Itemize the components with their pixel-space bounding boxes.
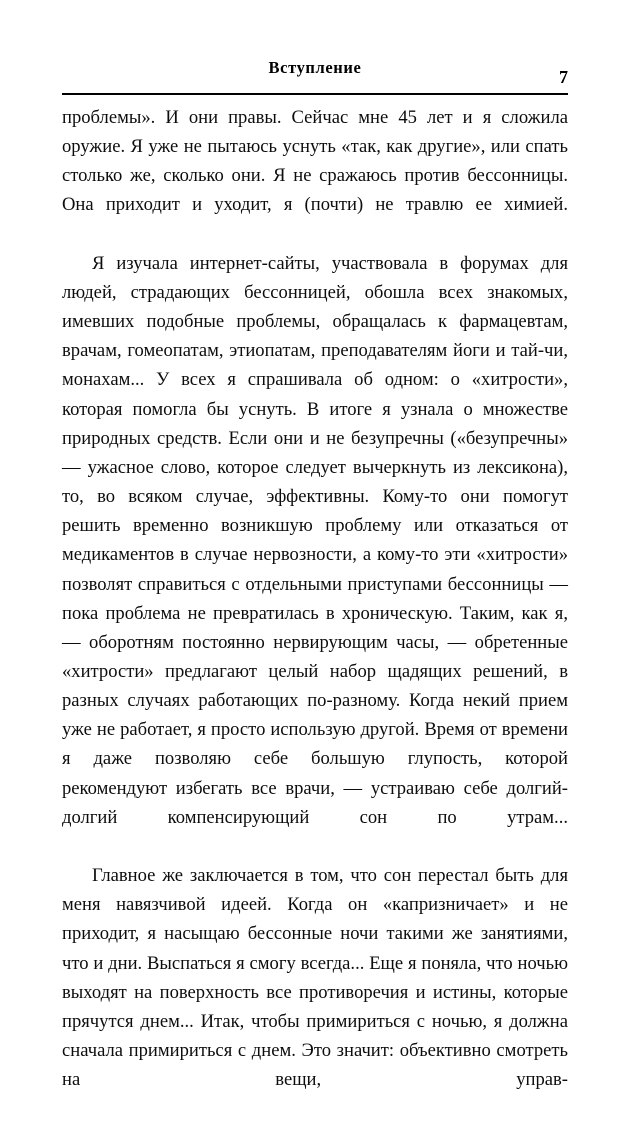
running-head-title: Вступление — [268, 58, 362, 77]
paragraph: проблемы». И они правы. Сейчас мне 45 лет и я сложила оружие. Я уже не пытаюсь уснуть «так, как другие», или спать столько же, сколько они. Я не сражаюсь против бессонницы. Она приходит и уходит, я (почти) не травлю ее химией. — [62, 107, 568, 216]
paragraph: Главное же заключается в том, что сон перестал быть для меня навязчивой идеей. Когда он «капризничает» и не приходит, я насыщаю бессонные ночи такими же занятиями, что и дни. Выспаться я смогу всегда... Еще я поняла, что ночью выходят на поверхность все противоречия и истины, которые прячутся днем... Итак, чтобы примириться с ночью, я должна сначала примириться с днем. Это значит: объективно смотреть на вещи, управ- — [62, 865, 568, 1091]
header-divider — [62, 93, 568, 95]
page-header — [62, 58, 568, 88]
page-body — [62, 103, 568, 1123]
page-number: 7 — [559, 67, 568, 87]
paragraph: Я изучала интернет-сайты, участвовала в форумах для людей, страдающих бессонницей, обошла всех знакомых, имевших подобные проблемы, обращалась к фармацевтам, врачам, гомеопатам, этиопатам, преподавателям йоги и тай-чи, монахам... У всех я спрашивала об одном: о «хитрости», которая помогла бы уснуть. В итоге я узнала о множестве природных средств. Если они и не безупречны («безупречны» — ужасное слово, которое следует вычеркнуть из лексикона), то, во всяком случае, эффективны. Кому-то они помогут решить временно возникшую проблему или отказаться от медикаментов в случае нервозности, а кому-то эти «хитрости» позволят справиться с отдельными приступами бессонницы — пока проблема не превратилась в хроническую. Таким, как я, — оборотням постоянно нервирующим часы, — обретенные «хитрости» предлагают целый набор щадящих решений, в разных случаях работающих по-разному. Когда некий прием уже не работает, я просто использую другой. Время от времени я даже позволяю себе большую глупость, которой рекомендуют избегать все врачи, — устраиваю себе долгий-долгий компенсирующий сон по утрам... — [62, 252, 568, 828]
